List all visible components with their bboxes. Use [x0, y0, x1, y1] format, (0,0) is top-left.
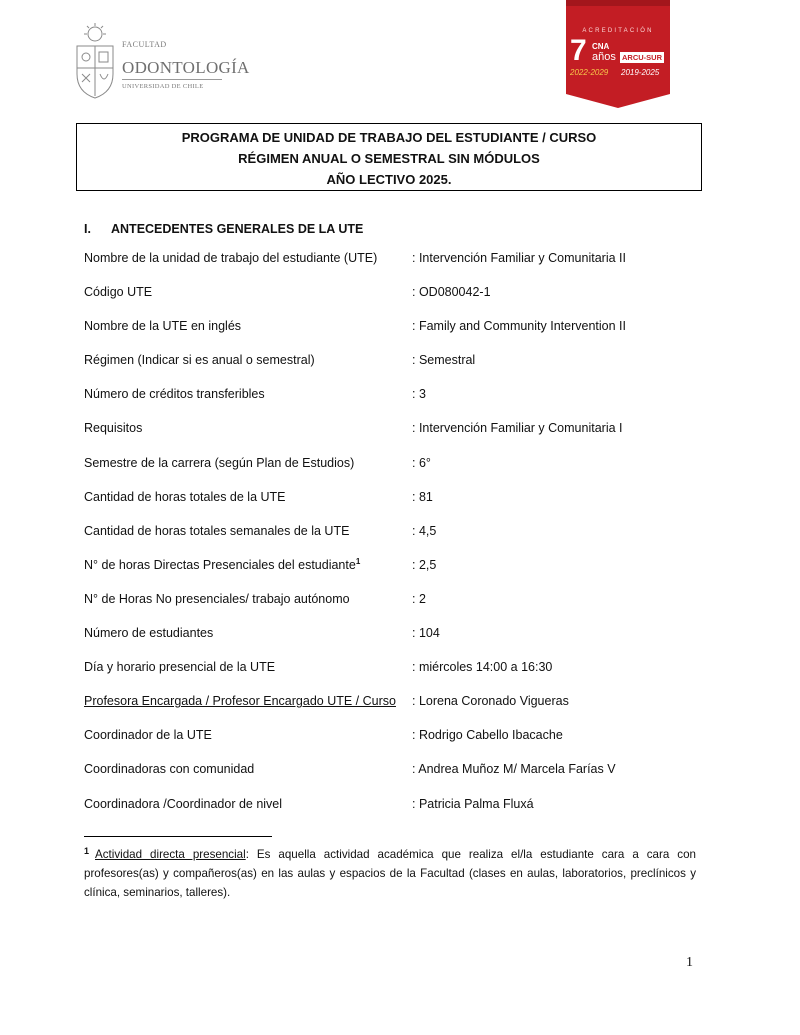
info-label: Código UTE — [84, 285, 153, 300]
faculty-label: FACULTAD — [122, 40, 167, 49]
info-value: : Lorena Coronado Vigueras — [412, 694, 569, 709]
info-label: Número de estudiantes — [84, 626, 214, 641]
accreditation-agency: CNA — [592, 42, 610, 51]
info-row-direct-hours — [84, 555, 714, 589]
info-row-weekly-hours — [84, 521, 714, 555]
info-row-semester — [84, 453, 714, 487]
info-label: Cantidad de horas totales de la UTE — [84, 489, 286, 504]
page-header — [0, 0, 800, 120]
accreditation-badge — [566, 0, 670, 108]
university-crest-icon — [72, 22, 118, 100]
info-value: : Family and Community Intervention II — [412, 319, 626, 334]
university-name: UNIVERSIDAD DE CHILE — [122, 83, 204, 90]
info-value: : Intervención Familiar y Comunitaria I — [412, 421, 623, 436]
info-value: : 4,5 — [412, 523, 437, 538]
info-value: : miércoles 14:00 a 16:30 — [412, 660, 553, 675]
footnote-term: Actividad directa presencial — [95, 848, 246, 861]
info-label-text: N° de horas Directas Presenciales del estudiante — [84, 557, 356, 572]
info-value: : Semestral — [412, 353, 476, 368]
info-row-credits — [84, 384, 714, 418]
arcu-sur-label: ARCU-SUR — [622, 53, 662, 62]
info-label: Nombre de la unidad de trabajo del estudiante (UTE) — [84, 251, 378, 265]
faculty-logo — [72, 22, 250, 100]
info-value: : 3 — [412, 387, 426, 402]
info-label: Coordinadora /Coordinador de nivel — [84, 796, 283, 811]
info-row-coordinator — [84, 725, 714, 759]
info-label: Requisitos — [84, 421, 143, 436]
info-row-regime — [84, 350, 714, 384]
info-label: Profesora Encargada / Profesor Encargado UTE / Curso — [84, 694, 396, 709]
info-label: Nombre de la UTE en inglés — [84, 319, 242, 334]
cna-period: 2022-2029 — [570, 68, 609, 77]
info-row-requirements — [84, 418, 714, 452]
info-row-ute-name — [84, 248, 714, 282]
general-info-list — [84, 248, 714, 828]
info-label: Día y horario presencial de la UTE — [84, 660, 276, 675]
info-label: Cantidad de horas totales semanales de la UTE — [84, 523, 350, 538]
info-label — [84, 555, 360, 575]
info-row-community-coordinators — [84, 759, 714, 793]
info-label: Número de créditos transferibles — [84, 387, 265, 402]
info-label: Régimen (Indicar si es anual o semestral) — [84, 353, 315, 368]
info-value: : Andrea Muñoz M/ Marcela Farías V — [412, 762, 616, 777]
info-row-professor — [84, 691, 714, 725]
section-title: ANTECEDENTES GENERALES DE LA UTE — [111, 222, 364, 236]
footnote-text: : Es aquella actividad académica que realiza el/la estudiante cara a cara con profesores(as) y compañeros(as) en las aulas y espacios de la Facultad (clases en aulas, laboratorios, preclínicos y clínica, seminarios, talleres). — [84, 848, 696, 899]
info-label: N° de Horas No presenciales/ trabajo autónomo — [84, 591, 350, 606]
info-label: Coordinador de la UTE — [84, 728, 212, 743]
logo-divider — [122, 79, 222, 80]
info-label: Coordinadoras con comunidad — [84, 762, 255, 777]
info-row-level-coordinator — [84, 794, 714, 828]
info-label: Semestre de la carrera (según Plan de Estudios) — [84, 455, 355, 470]
info-value: : Intervención Familiar y Comunitaria II — [412, 251, 626, 265]
title-line-2: RÉGIMEN ANUAL O SEMESTRAL SIN MÓDULOS — [238, 151, 540, 166]
info-value: : 81 — [412, 489, 433, 504]
info-row-english-name — [84, 316, 714, 350]
info-row-schedule — [84, 657, 714, 691]
info-value: : 6° — [412, 455, 431, 470]
footnote-separator — [84, 836, 272, 837]
footnote-reference: 1 — [355, 556, 361, 566]
page-number: 1 — [686, 955, 693, 970]
info-value: : Patricia Palma Fluxá — [412, 796, 534, 811]
info-row-total-hours — [84, 487, 714, 521]
faculty-name: ODONTOLOGÍA — [122, 58, 250, 77]
title-line-3: AÑO LECTIVO 2025. — [326, 172, 452, 187]
program-title-box — [76, 123, 702, 191]
arcu-period: 2019-2025 — [621, 68, 660, 77]
info-value: : 104 — [412, 626, 440, 641]
accreditation-title: ACREDITACIÓN — [582, 28, 654, 34]
info-row-autonomous-hours — [84, 589, 714, 623]
info-value: : OD080042-1 — [412, 285, 491, 300]
title-line-1: PROGRAMA DE UNIDAD DE TRABAJO DEL ESTUDIANTE / CURSO — [181, 130, 597, 145]
footnote-mark: 1 — [84, 846, 90, 856]
info-row-ute-code — [84, 282, 714, 316]
info-value: : 2 — [412, 591, 426, 606]
accreditation-years-word: años — [592, 51, 616, 63]
section-number: I. — [84, 222, 91, 236]
accreditation-years-number: 7 — [570, 34, 587, 67]
section-heading — [84, 222, 363, 236]
info-value: : Rodrigo Cabello Ibacache — [412, 728, 563, 743]
info-row-students — [84, 623, 714, 657]
info-value: : 2,5 — [412, 557, 437, 572]
footnote — [84, 845, 696, 902]
